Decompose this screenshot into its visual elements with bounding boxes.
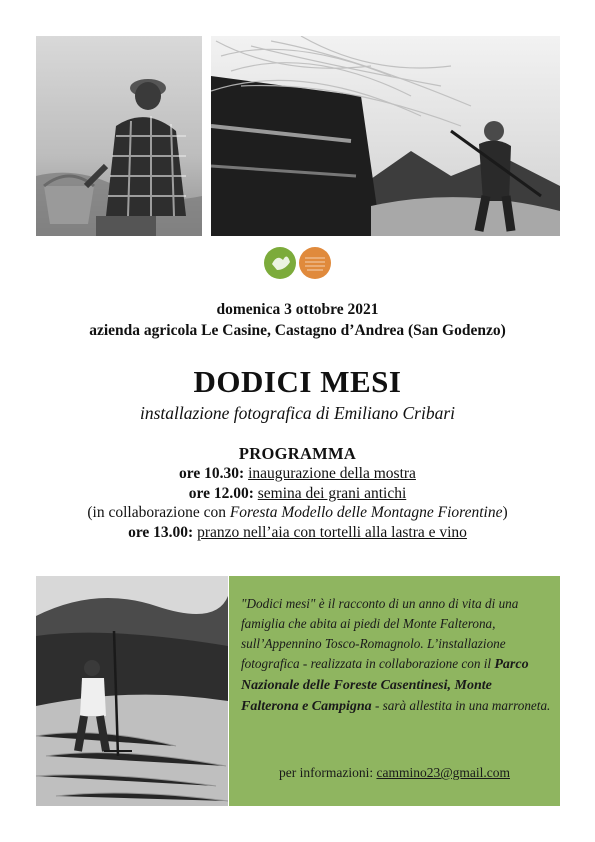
program-item: [0, 484, 595, 504]
event-date: domenica 3 ottobre 2021: [216, 301, 379, 318]
park-name: Parco Nazionale delle Foreste Casentinesi, Monte Falterona e Campigna: [241, 657, 529, 714]
photo-man-with-hay: [211, 36, 560, 236]
collaboration-suffix: ): [502, 504, 508, 521]
program-collaboration-note: [0, 503, 595, 523]
event-location: azienda agricola Le Casine, Castagno d’Andrea (San Godenzo): [89, 322, 506, 339]
collaboration-partner: Foresta Modello delle Montagne Fiorentine: [229, 504, 503, 521]
page-title: DODICI MESI: [193, 364, 402, 399]
orange-logo-icon: [299, 247, 331, 279]
description-part-2: - sarà allestita in una marroneta.: [371, 698, 551, 713]
page-subtitle: installazione fotografica di Emiliano Cribari: [139, 403, 456, 423]
program-item: [0, 523, 595, 543]
program-activity: pranzo nell’aia con tortelli alla lastra e vino: [197, 523, 467, 541]
program-time: ore 13.00:: [128, 523, 194, 541]
photo-woman-with-basket: [36, 36, 202, 236]
program-time: ore 10.30:: [179, 465, 245, 482]
collaboration-prefix: (in collaborazione con: [87, 504, 230, 521]
program-activity: inaugurazione della mostra: [248, 465, 416, 482]
program-activity: semina dei grani antichi: [257, 484, 407, 502]
contact-label: per informazioni:: [279, 765, 377, 780]
event-info: [0, 299, 595, 341]
program-list: [0, 464, 595, 542]
contact-email-link[interactable]: cammino23@gmail.com: [376, 765, 510, 780]
description-text: [241, 594, 551, 717]
photo-man-with-rake: [36, 576, 228, 806]
partner-logos: [263, 246, 333, 280]
description-box: [229, 576, 560, 806]
program-heading: PROGRAMMA: [238, 444, 357, 463]
program-item: [0, 464, 595, 484]
contact-info: [229, 765, 560, 781]
program-time: ore 12.00:: [188, 484, 254, 502]
description-part-1: "Dodici mesi" è il racconto di un anno di vita di una famiglia che abita ai piedi del Monte Falterona, sull’Appennino Tosco-Romagnolo. L’installazione fotografica - realizzata in collaborazione con il: [241, 596, 519, 671]
